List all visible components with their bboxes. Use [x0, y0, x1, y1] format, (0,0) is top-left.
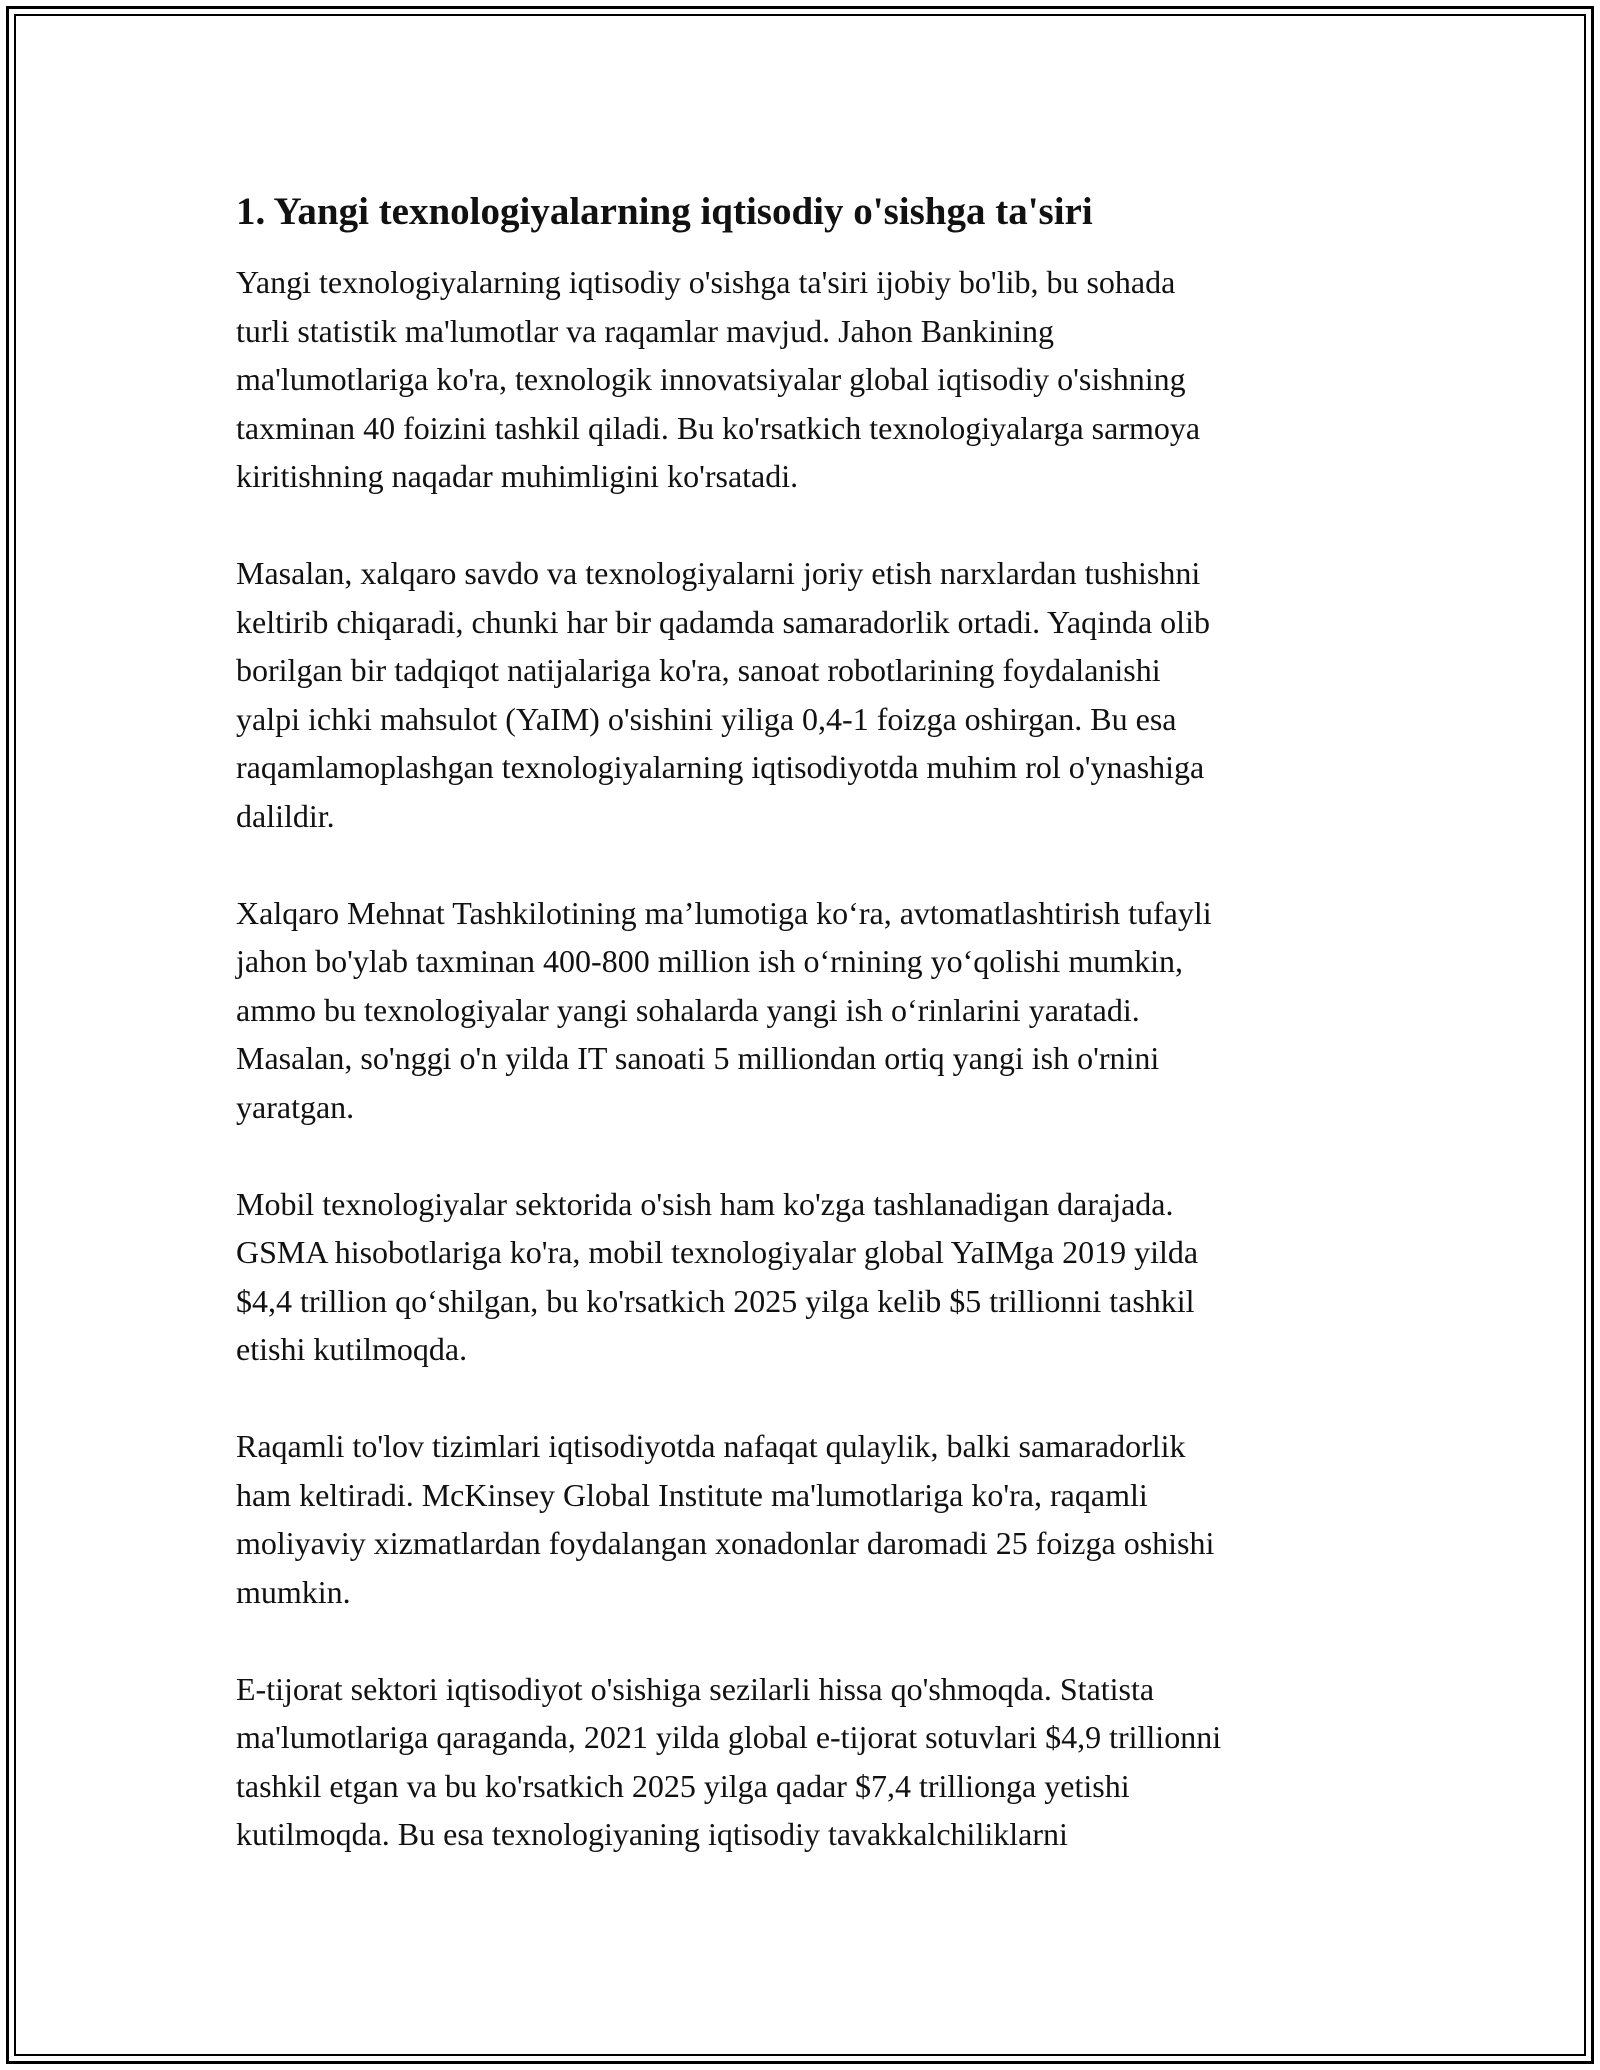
paragraph-2	[236, 549, 1366, 840]
text-line: keltirib chiqaradi, chunki har bir qadamda samaradorlik ortadi. Yaqinda olib	[236, 603, 1210, 640]
text-line: moliyaviy xizmatlardan foydalangan xonadonlar daromadi 25 foizga oshishi	[236, 1525, 1215, 1561]
paragraph-5	[236, 1422, 1366, 1616]
paragraph-1	[236, 258, 1366, 501]
text-line: kiritishning naqadar muhimligini ko'rsatadi.	[236, 458, 799, 494]
text-line: $4,4 trillion qo‘shilgan, bu ko'rsatkich 2025 yilga kelib $5 trillionni tashkil	[236, 1282, 1195, 1319]
text-line: Masalan, so'nggi o'n yilda IT sanoati 5 milliondan ortiq yangi ish o'rnini	[236, 1040, 1160, 1076]
paragraph-4	[236, 1180, 1366, 1374]
text-line: Yangi texnologiyalarning iqtisodiy o'sishga ta'siri ijobiy bo'lib, bu sohada	[236, 264, 1176, 300]
text-line: kutilmoqda. Bu esa texnologiyaning iqtisodiy tavakkalchiliklarni	[236, 1816, 1068, 1852]
text-line: E-tijorat sektori iqtisodiyot o'sishiga sezilarli hissa qo'shmoqda. Statista	[236, 1670, 1155, 1707]
text-line: ma'lumotlariga qaraganda, 2021 yilda global e-tijorat sotuvlari $4,9 trillionni	[236, 1719, 1222, 1755]
text-line: ham keltiradi. McKinsey Global Institute ma'lumotlariga ko'ra, raqamli	[236, 1476, 1148, 1513]
text-line: jahon bo'ylab taxminan 400-800 million ish o‘rnining yo‘qolishi mumkin,	[236, 943, 1184, 979]
text-line: Mobil texnologiyalar sektorida o'sish ham ko'zga tashlanadigan darajada.	[236, 1185, 1174, 1222]
text-line: yalpi ichki mahsulot (YaIM) o'sishini yiliga 0,4-1 foizga oshirgan. Bu esa	[236, 700, 1177, 737]
text-line: borilgan bir tadqiqot natijalariga ko'ra, sanoat robotlarining foydalanishi	[236, 652, 1161, 688]
document-body	[236, 186, 1366, 1907]
section-heading: 1. Yangi texnologiyalarning iqtisodiy o'sishga ta'siri	[236, 190, 1093, 233]
text-line: Raqamli to'lov tizimlari iqtisodiyotda nafaqat qulaylik, balki samaradorlik	[236, 1428, 1186, 1464]
paragraph-3	[236, 889, 1366, 1132]
paragraph-6	[236, 1665, 1366, 1859]
text-line: GSMA hisobotlariga ko'ra, mobil texnologiyalar global YaIMga 2019 yilda	[236, 1234, 1199, 1270]
text-line: yaratgan.	[236, 1088, 355, 1125]
text-line: turli statistik ma'lumotlar va raqamlar mavjud. Jahon Bankining	[236, 312, 1055, 349]
text-line: ma'lumotlariga ko'ra, texnologik innovatsiyalar global iqtisodiy o'sishning	[236, 361, 1186, 397]
text-line: mumkin.	[236, 1573, 351, 1610]
text-line: Xalqaro Mehnat Tashkilotining ma’lumotiga ko‘ra, avtomatlashtirish tufayli	[236, 894, 1212, 931]
text-line: raqamlamoplashgan texnologiyalarning iqtisodiyotda muhim rol o'ynashiga	[236, 749, 1205, 785]
text-line: etishi kutilmoqda.	[236, 1331, 468, 1367]
text-line: ammo bu texnologiyalar yangi sohalarda yangi ish o‘rinlarini yaratadi.	[236, 991, 1140, 1028]
text-line: dalildir.	[236, 797, 335, 834]
text-line: tashkil etgan va bu ko'rsatkich 2025 yilga qadar $7,4 trillionga yetishi	[236, 1767, 1130, 1804]
text-line: taxminan 40 foizini tashkil qiladi. Bu ko'rsatkich texnologiyalarga sarmoya	[236, 409, 1201, 446]
text-line: Masalan, xalqaro savdo va texnologiyalarni joriy etish narxlardan tushishni	[236, 555, 1201, 591]
